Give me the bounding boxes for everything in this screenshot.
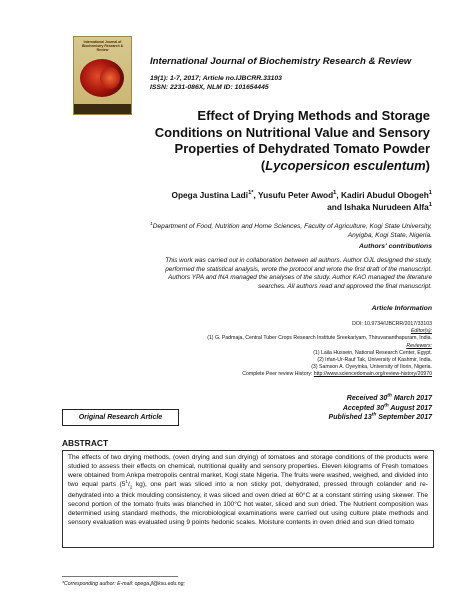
journal-citation-block (150, 74, 282, 92)
affiliation-line-1: $^1$Department of Food, Nutrition and Home Sciences, Faculty of Agriculture, Kogi State University, (150, 220, 432, 230)
author-2: Yusufu Peter Awod (258, 190, 334, 200)
review-history: Complete Peer review History: http://www.sciencedomain.org/review-history/20970 (242, 371, 432, 378)
abstract-text-b: kg), one part was sliced into a non sticky pot, dehydrated, pressed through colander and re-dehydrated into a thick moulding consistency, it was sliced and oven dried at 60°C at a constant stirring using skewer. The second portion of the tomato fruits was blanched in 100°C hot water, sliced and sun dried. The Nutrient composition was determined using standard methods, the microbiological examinations were carried out using culture plate methods and sensory evaluation was evaluated using 9 points hedonic scales. Moisture contents in oven dried and sun dried tomato (68, 481, 428, 527)
received-date: Received 30th March 2017 (346, 393, 432, 402)
article-info-heading: Article Information (371, 305, 432, 312)
authors-line-2 (80, 202, 432, 214)
author-3: Kadiri Abudul Obogeh (341, 190, 429, 200)
accepted-date: Accepted 30th August 2017 (342, 403, 432, 412)
title-line-1: Effect of Drying Methods and Storage (197, 108, 430, 123)
corresponding-author-footnote: *Corresponding author: E-mail: opega.jl@ksu.edu.ng; (62, 581, 185, 587)
editors-label: Editor(s): (410, 328, 432, 335)
editor-1: (1) G. Padmaja, Central Tuber Crops Research Institute Sreekariyam, Thiruvananthapuram, India. (207, 335, 432, 342)
paper-title (90, 108, 430, 174)
cover-title: International Journal of Biochemistry Research & Review (81, 40, 124, 52)
publication-dates (250, 394, 432, 423)
contributions-line-3: Authors YPA and INA managed the analyses of the study. Author KAO managed the literature (168, 274, 432, 282)
contributions-line-1: This work was carried out in collaboration between all authors. Author OJL designed the study, (165, 257, 432, 264)
title-line-2: Conditions on Nutritional Value and Sensory (154, 124, 430, 140)
review-history-link[interactable]: http://www.sciencedomain.org/review-history/20970 (313, 371, 432, 378)
reviewers-label: Reviewers: (406, 342, 432, 349)
author-1: Opega Justina Ladi (171, 190, 249, 200)
published-date: Published 13th September 2017 (328, 412, 432, 421)
author-4: and Ishaka Nurudeen Alfa (327, 201, 429, 212)
author-1-affil: 1* (248, 190, 254, 197)
doi: DOI: 10.9734/IJBCRR/2017/33103 (352, 321, 432, 327)
footnote-divider (62, 576, 178, 577)
affiliation (90, 222, 432, 240)
cover-artwork-detail (100, 67, 120, 89)
contributions-line-2: performed the statistical analysis, wrote the protocol and wrote the first draft of the manuscript. (165, 265, 432, 273)
abstract-heading: ABSTRACT (62, 438, 109, 448)
author-2-affil: 1 (333, 190, 337, 197)
article-type-badge: Original Research Article (62, 409, 179, 426)
affiliation-line-2: Anyigba, Kogi State, Nigeria. (347, 232, 432, 239)
journal-citation: 19(1): 1-7, 2017; Article no.IJBCRR.33103 (150, 75, 282, 82)
contributions-text (62, 257, 432, 291)
fraction-denominator: 2 (129, 484, 133, 490)
reviewer-3: (3) Samson A. Oyeyinka, University of Ilorin, Nigeria. (311, 364, 432, 371)
title-species: Lycopersicon esculentum (265, 157, 426, 173)
journal-name: International Journal of Biochemistry Research & Review (150, 56, 412, 67)
author-4-affil: 1 (428, 201, 432, 208)
authors-line-1: Opega Justina Ladi$^{1*}$, Yusufu Peter Awod$^1$, Kadiri Abudul Obogeh$^1$ (171, 190, 432, 200)
journal-issn: ISSN: 2231-086X, NLM ID: 101654445 (150, 84, 269, 91)
abstract-box: The effects of two drying methods, (oven drying and sun drying) of tomatoes and storage conditions of the products were studied to assess their effects on chemical, nutritional quality and sensory properties. Eleven kilograms of Fresh tomatoes were obtained from Ankpa metropolis central market, Kogi state Nigeria. The fruits were washed, weighed, and divided into two equal parts ($5^1/_2$ kg), one part was sliced into a non sticky pot, dehydrated, pressed through colander and re-dehydrated into a thick moulding consistency, it was sliced and oven dried at 60°C at a constant stirring using skewer. The second portion of the tomato fruits was blanched in 100°C hot water, sliced and sun dried. The Nutrient composition was determined using standard methods, the microbiological examinations were carried out using culture plate methods and sensory evaluation was evaluated using 9 points hedonic scales. Moisture contents in oven dried and sun dried tomato (62, 450, 434, 548)
title-line-3: Properties of Dehydrated Tomato Powder (174, 141, 430, 156)
fraction-numerator: 1 (125, 478, 128, 484)
contributions-line-4: searches. All authors read and approved the final manuscript. (258, 282, 432, 290)
author-list (80, 190, 432, 213)
affiliation-marker: 1 (150, 220, 153, 226)
reviewer-2: (2) Irfan-Ur-Rauf Tak, University of Kashmir, India. (317, 357, 432, 364)
title-line-4: (Lycopersicon esculentum) (260, 157, 430, 173)
abstract-text-a: The effects of two drying methods, (oven drying and sun drying) of tomatoes and storage conditions of the products were studied to assess their effects on chemical, nutritional quality and sensory properties. Eleven kilograms of Fresh tomatoes were obtained from Ankpa metropolis central market, Kogi state Nigeria. The fruits were washed, weighed, and divided into two equal parts (5 (68, 454, 428, 488)
journal-cover-image (73, 36, 132, 115)
reviewer-1: (1) Laila Hussein, National Research Center, Egypt. (313, 349, 432, 356)
author-3-affil: 1 (428, 190, 432, 197)
article-info (90, 321, 432, 379)
contributions-heading: Authors' contributions (359, 243, 432, 250)
